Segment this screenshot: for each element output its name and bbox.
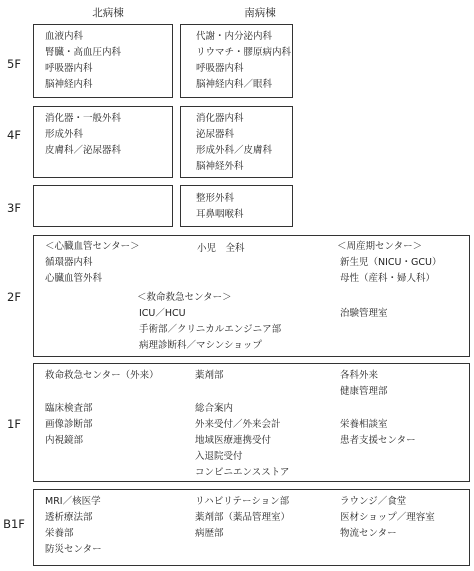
department-item: MRI／核医学 — [45, 496, 101, 507]
department-item: 地域医療連携受付 — [195, 435, 272, 446]
ward-item: 腎臓・高血圧内科 — [45, 47, 122, 58]
north-5f-ward — [33, 24, 173, 98]
department-item: 医材ショップ／理容室 — [340, 512, 435, 523]
ward-item: 皮膚科／泌尿器科 — [45, 145, 122, 156]
department-item: 母性（産科・婦人科） — [340, 273, 436, 284]
ward-item: 脳神経内科／眼科 — [196, 79, 273, 90]
north-3f-ward — [33, 185, 173, 227]
floor-label-5f: 5F — [7, 57, 21, 71]
department-item: 手術部／クリニカルエンジニア部 — [139, 324, 282, 335]
department-item: 透析療法部 — [45, 512, 93, 523]
perinatal-center-heading: ＜周産期センター＞ — [337, 241, 423, 252]
department-item: 内視鏡部 — [45, 435, 84, 446]
department-item: 物流センター — [340, 528, 397, 539]
floor-1f-area — [33, 363, 470, 482]
department-item: 薬剤部（薬品管理室） — [195, 512, 291, 523]
department-item: 入退院受付 — [195, 451, 243, 462]
ward-item: 代謝・内分泌内科 — [196, 31, 273, 42]
floor-label-b1f: B1F — [3, 517, 25, 531]
ward-item: 泌尿器科 — [196, 129, 235, 140]
department-item: 病理診断科／マシンショップ — [139, 340, 262, 351]
ward-item: 消化器内科 — [196, 113, 244, 124]
department-item: 栄養部 — [45, 528, 74, 539]
ward-item: 呼吸器内科 — [196, 63, 244, 74]
floor-label-2f: 2F — [7, 290, 21, 304]
clinical-trial-office: 治験管理室 — [340, 308, 388, 319]
department-item: リハビリテーション部 — [195, 496, 290, 507]
department-item: 薬剤部 — [195, 370, 224, 381]
south-4f-ward — [180, 106, 293, 178]
department-item: 新生児（NICU・GCU） — [340, 257, 442, 268]
pediatrics-label: 小児 全科 — [197, 243, 245, 254]
ward-item: 脳神経外科 — [196, 161, 244, 172]
department-item: 循環器内科 — [45, 257, 93, 268]
ward-item: 形成外科／皮膚科 — [196, 145, 273, 156]
ward-item: 耳鼻咽喉科 — [196, 209, 244, 220]
department-item: 外来受付／外来会計 — [195, 419, 281, 430]
north-building-header: 北病棟 — [92, 7, 124, 19]
department-item: 健康管理部 — [340, 386, 388, 397]
floor-2f-area — [33, 235, 470, 357]
south-5f-ward — [180, 24, 293, 98]
heart-center-heading: ＜心臓血管センター＞ — [45, 241, 140, 252]
ward-item: 消化器・一般外科 — [45, 113, 122, 124]
department-item: 画像診断部 — [45, 419, 93, 430]
south-building-header: 南病棟 — [244, 7, 276, 19]
ward-item: 呼吸器内科 — [45, 63, 93, 74]
department-item: ICU／HCU — [139, 308, 186, 319]
north-4f-ward — [33, 106, 173, 178]
department-item: ラウンジ／食堂 — [340, 496, 407, 507]
department-item: 心臓血管外科 — [45, 273, 103, 284]
department-item: コンビニエンスストア — [195, 467, 290, 478]
ward-item: 脳神経内科 — [45, 79, 93, 90]
department-item: 臨床検査部 — [45, 403, 93, 414]
floor-label-3f: 3F — [7, 201, 21, 215]
south-3f-ward — [180, 185, 293, 227]
ward-item: 整形外科 — [196, 193, 235, 204]
floor-label-4f: 4F — [7, 128, 21, 142]
floor-label-1f: 1F — [7, 417, 21, 431]
department-item: 患者支援センター — [340, 435, 416, 446]
department-item: 防災センター — [45, 544, 102, 555]
department-item: 病歴部 — [195, 528, 224, 539]
department-item: 総合案内 — [195, 403, 234, 414]
department-item: 各科外来 — [340, 370, 379, 381]
ward-item: リウマチ・膠原病内科 — [196, 47, 292, 58]
ward-item: 形成外科 — [45, 129, 84, 140]
ward-item: 血液内科 — [45, 31, 84, 42]
department-item: 救命救急センター（外来） — [45, 370, 159, 381]
department-item: 栄養相談室 — [340, 419, 388, 430]
floor-b1f-area — [33, 489, 470, 566]
emergency-center-heading: ＜救命救急センター＞ — [137, 292, 232, 303]
